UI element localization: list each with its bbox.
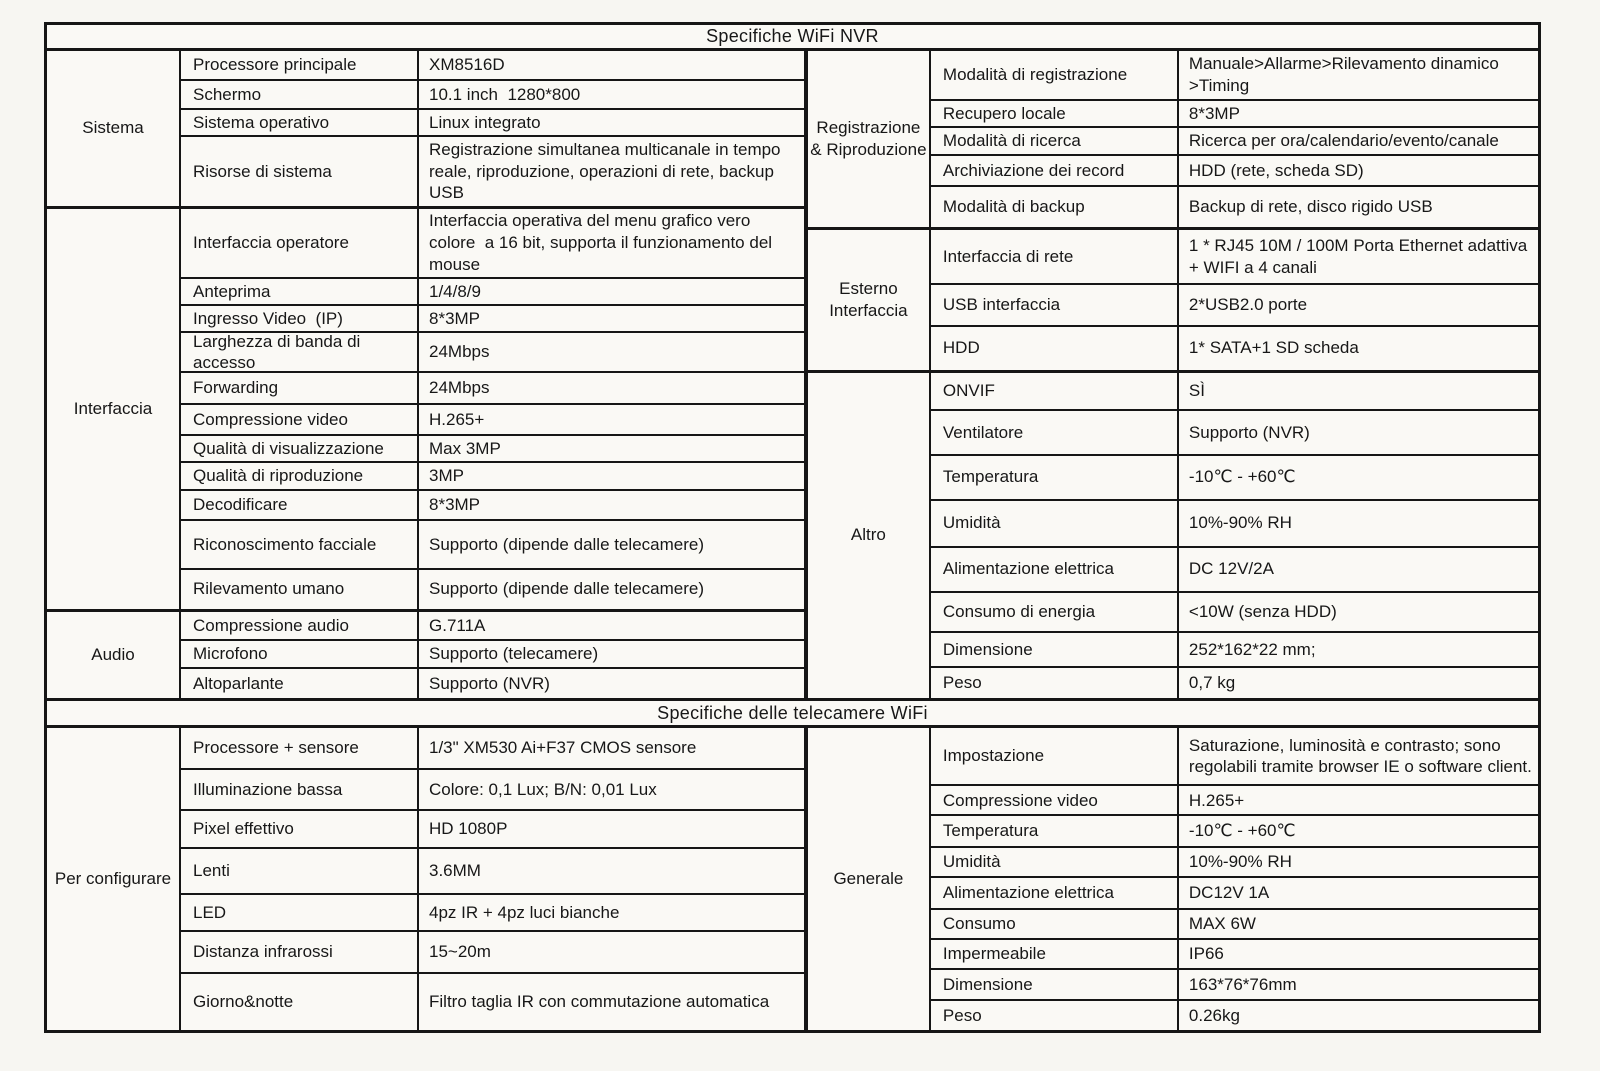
spec-value: 10.1 inch 1280*800 xyxy=(429,84,581,104)
category-cell: Interfaccia xyxy=(47,209,181,609)
spec-value: Manuale>Allarme>Rilevamento dinamico >Timing xyxy=(1188,54,1504,95)
nvr-right-group xyxy=(808,227,1538,369)
spec-row xyxy=(181,461,804,489)
spec-row xyxy=(931,968,1538,999)
spec-value: 24Mbps xyxy=(429,378,490,398)
spec-value: XM8516D xyxy=(429,55,505,75)
spec-label: Compressione audio xyxy=(181,612,419,639)
spec-value: -10℃ - +60℃ xyxy=(1188,467,1296,487)
spec-value: SÌ xyxy=(1188,381,1205,401)
spec-label: Archiviazione dei record xyxy=(931,156,1179,185)
spec-label: USB interfaccia xyxy=(931,285,1179,325)
spec-label: Interfaccia di rete xyxy=(931,230,1179,282)
spec-value: 8*3MP xyxy=(429,495,481,515)
spec-row xyxy=(181,331,804,371)
category-cell: Altro xyxy=(808,373,931,699)
spec-row xyxy=(931,631,1538,666)
spec-value: Backup di rete, disco rigido USB xyxy=(1188,197,1433,217)
spec-value: 163*76*76mm xyxy=(1188,974,1297,994)
spec-label: Schermo xyxy=(181,81,419,107)
nvr-left-group xyxy=(47,51,804,206)
spec-value: G.711A xyxy=(429,615,486,635)
spec-label: Recupero locale xyxy=(931,101,1179,126)
spec-label: Modalità di backup xyxy=(931,187,1179,227)
spec-value: Linux integrato xyxy=(429,112,541,132)
spec-row xyxy=(931,409,1538,453)
spec-value: Supporto (telecamere) xyxy=(429,644,599,664)
spec-value: Max 3MP xyxy=(429,438,501,458)
spec-label: Lenti xyxy=(181,849,419,893)
spec-row xyxy=(181,667,804,698)
camera-right-group xyxy=(808,728,1538,1030)
camera-left-group xyxy=(47,728,804,1030)
category-cell: Registrazione & Riproduzione xyxy=(808,51,931,227)
spec-label: Forwarding xyxy=(181,373,419,403)
spec-label: Umidità xyxy=(931,501,1179,546)
spec-value: 15~20m xyxy=(429,942,491,962)
spec-label: ONVIF xyxy=(931,373,1179,410)
spec-row xyxy=(181,519,804,568)
category-cell: Generale xyxy=(808,728,931,1030)
spec-label: Altoparlante xyxy=(181,669,419,698)
spec-label: Giorno&notte xyxy=(181,974,419,1030)
spec-value: 1/4/8/9 xyxy=(429,281,481,301)
spec-row xyxy=(931,99,1538,126)
spec-row xyxy=(931,373,1538,410)
spec-value: -10℃ - +60℃ xyxy=(1188,821,1296,841)
spec-row xyxy=(931,814,1538,845)
spec-value: Saturazione, luminosità e contrasto; sono regolabili tramite browser IE o software client. xyxy=(1188,735,1532,777)
spec-label: Illuminazione bassa xyxy=(181,770,419,809)
spec-row xyxy=(931,728,1538,784)
spec-row xyxy=(931,185,1538,227)
spec-value: Registrazione simultanea multicanale in tempo reale, riproduzione, operazioni di rete, backup USB xyxy=(429,139,786,203)
spec-row xyxy=(181,809,804,847)
spec-value: 3MP xyxy=(429,466,464,486)
spec-value: DC12V 1A xyxy=(1188,882,1270,902)
spec-label: Compressione video xyxy=(181,405,419,434)
spec-row xyxy=(181,403,804,434)
spec-label: Impostazione xyxy=(931,728,1179,784)
spec-value: 252*162*22 mm; xyxy=(1188,639,1316,659)
spec-label: Sistema operativo xyxy=(181,110,419,135)
spec-label: Modalità di registrazione xyxy=(931,51,1179,99)
spec-row xyxy=(181,639,804,667)
spec-label: Dimensione xyxy=(931,970,1179,999)
spec-label: Peso xyxy=(931,1001,1179,1030)
spec-label: Risorse di sistema xyxy=(181,137,419,206)
spec-value: 4pz IR + 4pz luci bianche xyxy=(429,902,620,922)
spec-row xyxy=(181,768,804,809)
spec-value: 10%-90% RH xyxy=(1188,513,1292,533)
nvr-left-half xyxy=(47,51,806,698)
spec-row xyxy=(931,230,1538,282)
spec-label: Anteprima xyxy=(181,279,419,304)
spec-row xyxy=(931,938,1538,968)
spec-value: H.265+ xyxy=(1188,790,1245,810)
spec-label: Consumo di energia xyxy=(931,593,1179,631)
spec-row xyxy=(931,876,1538,908)
spec-row xyxy=(931,154,1538,185)
spec-value: Supporto (dipende dalle telecamere) xyxy=(429,579,705,599)
spec-label: Ventilatore xyxy=(931,411,1179,453)
spec-value: Supporto (NVR) xyxy=(1188,422,1310,442)
spec-row xyxy=(181,568,804,609)
spec-value: Supporto (dipende dalle telecamere) xyxy=(429,534,705,554)
spec-value: 1/3" XM530 Ai+F37 CMOS sensore xyxy=(429,738,697,758)
spec-row xyxy=(931,51,1538,99)
spec-row xyxy=(181,108,804,135)
spec-value: 3.6MM xyxy=(429,861,481,881)
spec-row xyxy=(181,972,804,1030)
spec-row xyxy=(181,434,804,461)
spec-value: 24Mbps xyxy=(429,342,490,362)
category-cell: Per configurare xyxy=(47,728,181,1030)
spec-row xyxy=(181,489,804,519)
nvr-right-group xyxy=(808,370,1538,699)
spec-label: HDD xyxy=(931,327,1179,370)
spec-row xyxy=(181,371,804,403)
spec-label: Impermeabile xyxy=(931,940,1179,968)
spec-value: 1 * RJ45 10M / 100M Porta Ethernet adattiva + WIFI a 4 canali xyxy=(1188,235,1532,277)
spec-row xyxy=(931,325,1538,370)
spec-value: Colore: 0,1 Lux; B/N: 0,01 Lux xyxy=(429,779,657,799)
spec-row xyxy=(931,784,1538,814)
spec-row xyxy=(931,999,1538,1030)
nvr-left-group xyxy=(47,206,804,609)
spec-label: Compressione video xyxy=(931,786,1179,814)
camera-left-half xyxy=(47,728,806,1030)
spec-value: MAX 6W xyxy=(1188,913,1256,933)
spec-value: 0.26kg xyxy=(1188,1005,1240,1025)
spec-row xyxy=(181,893,804,930)
nvr-right-half xyxy=(806,51,1538,698)
spec-label: Qualità di riproduzione xyxy=(181,463,419,489)
spec-row xyxy=(181,930,804,972)
spec-value: 2*USB2.0 porte xyxy=(1188,294,1308,314)
spec-label: Larghezza di banda di accesso xyxy=(181,333,419,371)
spec-value: DC 12V/2A xyxy=(1188,559,1274,579)
spec-label: Consumo xyxy=(931,910,1179,938)
spec-label: Qualità di visualizzazione xyxy=(181,436,419,461)
camera-right-half xyxy=(806,728,1538,1030)
spec-sheet xyxy=(44,22,1541,1033)
spec-rows xyxy=(181,612,804,698)
nvr-left-group xyxy=(47,609,804,698)
spec-value: <10W (senza HDD) xyxy=(1188,602,1337,622)
spec-label: Temperatura xyxy=(931,816,1179,845)
nvr-right-group xyxy=(808,51,1538,227)
spec-label: Dimensione xyxy=(931,633,1179,666)
spec-row xyxy=(181,304,804,331)
nvr-section-title: Specifiche WiFi NVR xyxy=(47,25,1538,51)
spec-label: Pixel effettivo xyxy=(181,811,419,847)
spec-label: Modalità di ricerca xyxy=(931,128,1179,154)
spec-row xyxy=(931,591,1538,631)
spec-label: Rilevamento umano xyxy=(181,570,419,609)
spec-row xyxy=(931,546,1538,591)
spec-row xyxy=(181,277,804,304)
spec-label: Microfono xyxy=(181,641,419,667)
spec-row xyxy=(181,847,804,893)
camera-section-title: Specifiche delle telecamere WiFi xyxy=(47,698,1538,728)
category-cell: Sistema xyxy=(47,51,181,206)
spec-label: LED xyxy=(181,895,419,930)
spec-value: H.265+ xyxy=(429,409,485,429)
spec-label: Decodificare xyxy=(181,491,419,519)
spec-label: Processore + sensore xyxy=(181,728,419,768)
spec-rows xyxy=(931,230,1538,369)
spec-rows xyxy=(931,373,1538,699)
spec-value: 0,7 kg xyxy=(1188,673,1236,693)
category-cell: Audio xyxy=(47,612,181,698)
spec-label: Ingresso Video (IP) xyxy=(181,306,419,331)
spec-label: Distanza infrarossi xyxy=(181,932,419,972)
nvr-section-body xyxy=(47,51,1538,698)
spec-rows xyxy=(181,728,804,1030)
spec-row xyxy=(181,209,804,277)
spec-row xyxy=(181,79,804,107)
spec-label: Alimentazione elettrica xyxy=(931,878,1179,908)
spec-value: 8*3MP xyxy=(429,308,481,328)
spec-label: Alimentazione elettrica xyxy=(931,548,1179,591)
spec-value: 8*3MP xyxy=(1188,103,1240,123)
spec-row xyxy=(931,283,1538,325)
spec-value: HD 1080P xyxy=(429,819,508,839)
spec-value: 10%-90% RH xyxy=(1188,851,1292,871)
spec-label: Riconoscimento facciale xyxy=(181,521,419,568)
spec-label: Peso xyxy=(931,668,1179,698)
spec-rows xyxy=(931,728,1538,1030)
spec-label: Processore principale xyxy=(181,51,419,79)
category-cell: Esterno Interfaccia xyxy=(808,230,931,369)
spec-value: 1* SATA+1 SD scheda xyxy=(1188,338,1359,358)
spec-rows xyxy=(181,51,804,206)
spec-value: Ricerca per ora/calendario/evento/canale xyxy=(1188,131,1499,151)
spec-row xyxy=(931,846,1538,876)
spec-value: Supporto (NVR) xyxy=(429,673,550,693)
spec-value: HDD (rete, scheda SD) xyxy=(1188,160,1364,180)
spec-row xyxy=(181,135,804,206)
camera-section-body xyxy=(47,728,1538,1030)
spec-value: Interfaccia operativa del menu grafico vero colore a 16 bit, supporta il funzionamento del mouse xyxy=(429,211,777,274)
spec-label: Umidità xyxy=(931,848,1179,876)
spec-row xyxy=(931,499,1538,546)
spec-row xyxy=(181,51,804,79)
spec-value: Filtro taglia IR con commutazione automatica xyxy=(429,992,770,1012)
spec-label: Temperatura xyxy=(931,456,1179,499)
spec-row xyxy=(931,126,1538,154)
spec-rows xyxy=(181,209,804,609)
spec-row xyxy=(931,908,1538,938)
spec-row xyxy=(931,454,1538,499)
spec-value: IP66 xyxy=(1188,943,1224,963)
spec-row xyxy=(181,612,804,639)
spec-row xyxy=(931,666,1538,698)
spec-row xyxy=(181,728,804,768)
spec-rows xyxy=(931,51,1538,227)
spec-label: Interfaccia operatore xyxy=(181,209,419,277)
